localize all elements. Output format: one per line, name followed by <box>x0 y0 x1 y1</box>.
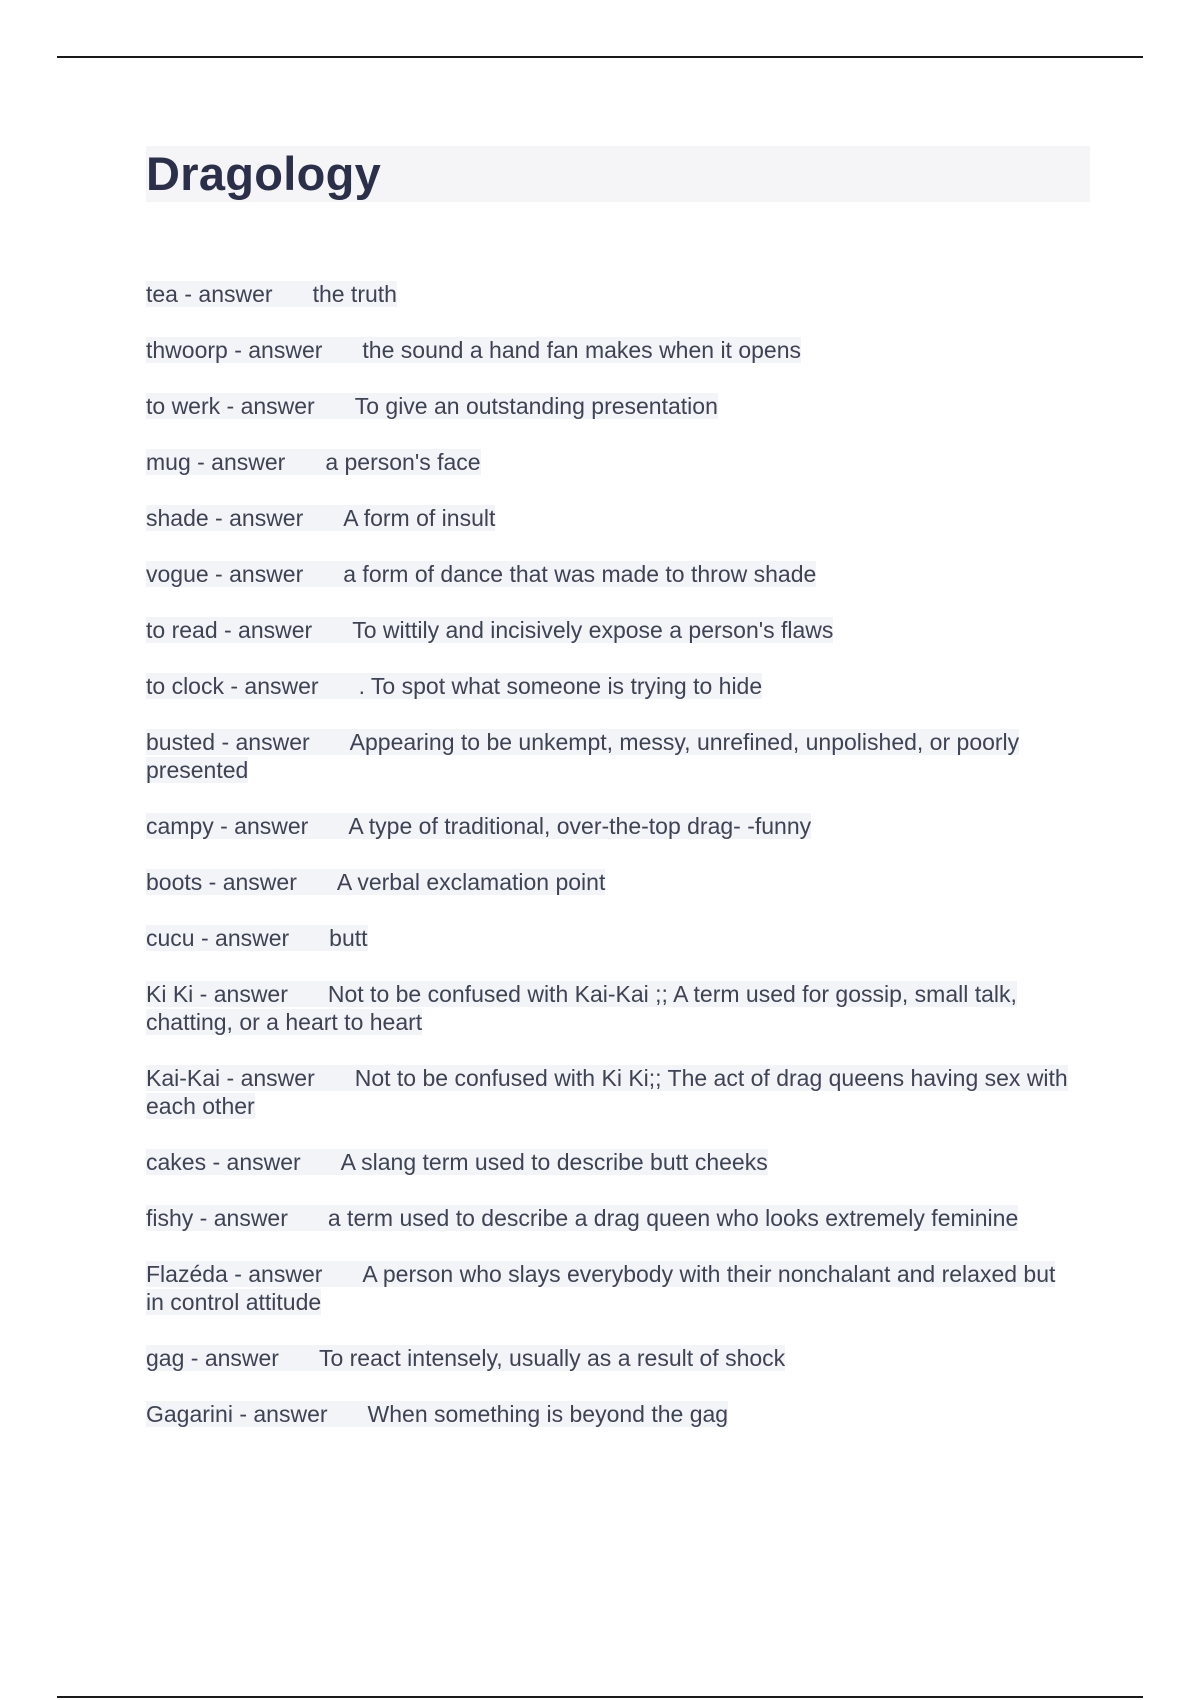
entry-term: thwoorp - answer <box>146 337 323 363</box>
list-item <box>146 980 1076 1036</box>
entry-definition: A type of traditional, over-the-top drag- -funny <box>348 813 812 839</box>
entry-definition: A person who slays everybody with their nonchalant and relaxed but in control attitude <box>146 1261 1056 1315</box>
footer-rule <box>57 1696 1143 1698</box>
entry-definition: butt <box>329 925 368 951</box>
entry-term: tea - answer <box>146 281 273 307</box>
entry-definition: Appearing to be unkempt, messy, unrefined, unpolished, or poorly presented <box>146 729 1020 783</box>
entry-term: Kai-Kai - answer <box>146 1065 315 1091</box>
entry-definition: Not to be confused with Kai-Kai ;; A term used for gossip, small talk, chatting, or a heart to heart <box>146 981 1017 1035</box>
entry-definition: To give an outstanding presentation <box>354 393 718 419</box>
entry-definition: A slang term used to describe butt cheeks <box>340 1149 768 1175</box>
entry-term: to clock - answer <box>146 673 319 699</box>
list-item <box>146 812 1076 840</box>
entry-definition: When something is beyond the gag <box>367 1401 729 1427</box>
entry-definition: A verbal exclamation point <box>336 869 606 895</box>
entry-term: to werk - answer <box>146 393 315 419</box>
list-item <box>146 448 1076 476</box>
entry-term: fishy - answer <box>146 1205 288 1231</box>
entry-definition: A form of insult <box>343 505 496 531</box>
header-rule <box>57 56 1143 58</box>
entry-term: campy - answer <box>146 813 309 839</box>
entry-term: cucu - answer <box>146 925 290 951</box>
entry-definition: the sound a hand fan makes when it opens <box>362 337 802 363</box>
list-item <box>146 560 1076 588</box>
list-item <box>146 280 1076 308</box>
entry-definition: a term used to describe a drag queen who looks extremely feminine <box>327 1205 1019 1231</box>
entry-definition: To react intensely, usually as a result of shock <box>318 1345 786 1371</box>
list-item <box>146 336 1076 364</box>
entry-term: mug - answer <box>146 449 286 475</box>
entry-term: boots - answer <box>146 869 297 895</box>
entry-term: gag - answer <box>146 1345 279 1371</box>
list-item <box>146 924 1076 952</box>
entry-term: cakes - answer <box>146 1149 301 1175</box>
list-item <box>146 1344 1076 1372</box>
list-item <box>146 672 1076 700</box>
list-item <box>146 728 1076 784</box>
list-item <box>146 1064 1076 1120</box>
page-title: Dragology <box>146 147 382 200</box>
entry-definition: the truth <box>312 281 397 307</box>
list-item <box>146 1400 1076 1428</box>
entry-term: Ki Ki - answer <box>146 981 288 1007</box>
entry-term: to read - answer <box>146 617 313 643</box>
entry-definition: Not to be confused with Ki Ki;; The act of drag queens having sex with each other <box>146 1065 1068 1119</box>
list-item <box>146 504 1076 532</box>
list-item <box>146 1204 1076 1232</box>
list-item <box>146 1148 1076 1176</box>
entry-term: shade - answer <box>146 505 304 531</box>
entry-definition: a form of dance that was made to throw shade <box>343 561 817 587</box>
entry-definition: To wittily and incisively expose a person's flaws <box>352 617 834 643</box>
entry-definition: . To spot what someone is trying to hide <box>358 673 763 699</box>
entry-definition: a person's face <box>325 449 481 475</box>
flashcard-list <box>146 280 1076 1456</box>
list-item <box>146 392 1076 420</box>
entry-term: busted - answer <box>146 729 310 755</box>
list-item <box>146 1260 1076 1316</box>
entry-term: vogue - answer <box>146 561 304 587</box>
entry-term: Gagarini - answer <box>146 1401 328 1427</box>
list-item <box>146 868 1076 896</box>
entry-term: Flazéda - answer <box>146 1261 323 1287</box>
list-item <box>146 616 1076 644</box>
